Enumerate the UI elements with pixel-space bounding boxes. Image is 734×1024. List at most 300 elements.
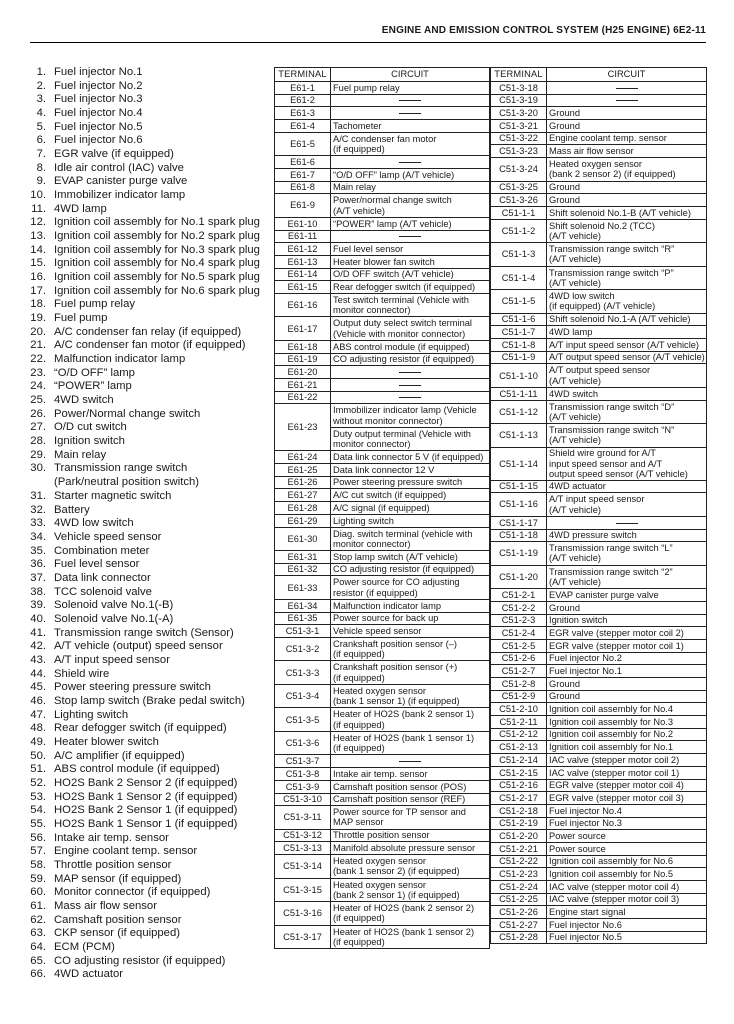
terminal-cell: C51-3-4 (275, 684, 331, 708)
legend-item-label: CKP sensor (if equipped) (54, 927, 181, 940)
terminal-cell: C51-2-26 (491, 906, 547, 919)
legend-item (30, 763, 270, 777)
circuit-text: Main relay (333, 182, 376, 193)
circuit-cell-unused (331, 391, 490, 404)
legend-item-number: 43. (30, 653, 46, 666)
legend-item-number: 26. (30, 407, 46, 420)
circuit-cell (331, 217, 490, 230)
table-row (275, 217, 490, 230)
legend-item-number: 35. (30, 544, 46, 557)
circuit-cell-unused (331, 379, 490, 392)
unused-dash (616, 523, 638, 524)
circuit-text: CO adjusting resistor (if equipped) (333, 354, 475, 365)
circuit-cell (331, 281, 490, 294)
circuit-text: Power source for TP sensor and (333, 807, 466, 818)
terminal-cell: C51-1-17 (491, 516, 547, 529)
terminal-cell: E61-13 (275, 255, 331, 268)
table-row (275, 661, 490, 685)
circuit-text: Ignition coil assembly for No.2 (549, 729, 674, 740)
terminal-cell: C51-3-13 (275, 842, 331, 855)
circuit-text: A/T output speed sensor (549, 365, 651, 376)
table-row (275, 156, 490, 169)
legend-item (30, 121, 270, 135)
circuit-text: Crankshaft position sensor (–) (333, 638, 458, 649)
table-body (491, 82, 707, 944)
terminal-cell: C51-1-8 (491, 339, 547, 352)
table-row (491, 855, 707, 868)
table-row (275, 391, 490, 404)
terminal-cell: C51-3-26 (491, 194, 547, 207)
circuit-text: A/T input speed sensor (A/T vehicle) (549, 339, 700, 350)
table-row (491, 424, 707, 448)
table-row (491, 181, 707, 194)
circuit-text: Fuel injector No.2 (549, 653, 622, 664)
circuit-cell (547, 678, 707, 691)
terminal-cell: C51-1-1 (491, 207, 547, 220)
legend-item (30, 80, 270, 94)
legend-item-number: 29. (30, 448, 46, 461)
circuit-cell (547, 339, 707, 352)
legend-item (30, 175, 270, 189)
terminal-cell: E61-34 (275, 599, 331, 612)
legend-item-label: Stop lamp switch (Brake pedal switch) (54, 694, 245, 707)
circuit-cell (547, 931, 707, 944)
circuit-text: Ground (549, 182, 581, 193)
table-row (491, 565, 707, 589)
circuit-text: Ignition coil assembly for No.5 (549, 869, 674, 880)
table-row (275, 708, 490, 732)
legend-item (30, 900, 270, 914)
circuit-text: Fuel injector No.4 (549, 805, 622, 816)
circuit-text: (A/T vehicle) (549, 435, 602, 446)
circuit-text: Shift solenoid No.1-A (A/T vehicle) (549, 314, 691, 325)
terminal-cell: C51-1-6 (491, 313, 547, 326)
circuit-text: Transmission range switch “N” (549, 425, 675, 436)
legend-item-number: 2. (36, 79, 46, 92)
legend-item-number: 33. (30, 517, 46, 530)
terminal-cell: C51-2-3 (491, 614, 547, 627)
terminal-column-header: TERMINAL (491, 68, 547, 82)
legend-item-label: Mass air flow sensor (54, 899, 157, 912)
table-row (275, 293, 490, 317)
terminal-cell: C51-2-17 (491, 792, 547, 805)
circuit-text: “POWER” lamp (A/T vehicle) (333, 218, 452, 229)
circuit-cell (547, 601, 707, 614)
table-row (491, 480, 707, 493)
table-row (491, 364, 707, 388)
circuit-text: EVAP canister purge valve (549, 589, 659, 600)
terminal-cell: C51-3-1 (275, 625, 331, 638)
legend-item (30, 312, 270, 326)
terminal-cell: C51-2-16 (491, 779, 547, 792)
legend-item-number: 32. (30, 503, 46, 516)
legend-item-label: Camshaft position sensor (54, 913, 182, 926)
legend-item-number: 52. (30, 776, 46, 789)
circuit-cell-unused (331, 156, 490, 169)
legend-item-number: 15. (30, 257, 46, 270)
terminal-cell: C51-2-25 (491, 893, 547, 906)
table-row (491, 516, 707, 529)
circuit-text: monitor connector) (333, 538, 411, 549)
terminal-cell: E61-20 (275, 366, 331, 379)
table-row (491, 120, 707, 133)
circuit-cell (331, 464, 490, 477)
terminal-cell: C51-2-10 (491, 703, 547, 716)
legend-item-number: 19. (30, 312, 46, 325)
legend-item-label: Fuel injector No.4 (54, 107, 143, 120)
legend-item-label: A/T input speed sensor (54, 653, 170, 666)
table-row (275, 464, 490, 477)
circuit-text: A/C signal (if equipped) (333, 502, 430, 513)
circuit-text: Transmission range switch “R” (549, 244, 675, 255)
circuit-cell (331, 708, 490, 732)
terminal-cell: E61-19 (275, 353, 331, 366)
circuit-cell (547, 194, 707, 207)
circuit-cell (331, 925, 490, 949)
legend-item (30, 859, 270, 873)
table-row (491, 779, 707, 792)
table-row (275, 925, 490, 949)
circuit-cell (547, 387, 707, 400)
terminal-cell: C51-2-4 (491, 627, 547, 640)
table-row (491, 728, 707, 741)
terminal-cell: E61-4 (275, 120, 331, 133)
circuit-cell (547, 766, 707, 779)
unused-dash (399, 100, 421, 101)
circuit-text: Ignition coil assembly for No.6 (549, 856, 674, 867)
circuit-cell (547, 842, 707, 855)
circuit-cell (547, 447, 707, 480)
table-row (491, 754, 707, 767)
circuit-text: 4WD switch (549, 388, 599, 399)
terminal-cell: C51-1-18 (491, 529, 547, 542)
terminal-cell: C51-2-14 (491, 754, 547, 767)
circuit-text: (if equipped) (333, 719, 385, 730)
table-row (275, 268, 490, 281)
terminal-cell: C51-2-9 (491, 690, 547, 703)
table-row (275, 768, 490, 781)
circuit-text: (A/T vehicle) (549, 504, 602, 515)
table-row (275, 243, 490, 256)
circuit-text: Shield wire ground for A/T (549, 448, 656, 459)
table-row (275, 132, 490, 156)
circuit-text: Power/normal change switch (333, 195, 452, 206)
terminal-cell: C51-1-7 (491, 326, 547, 339)
table-row (275, 527, 490, 551)
circuit-text: (if equipped) (A/T vehicle) (549, 301, 656, 312)
legend-item-number: 25. (30, 394, 46, 407)
circuit-cell (547, 779, 707, 792)
circuit-text: Ground (549, 678, 581, 689)
circuit-text: Vehicle speed sensor (333, 625, 422, 636)
legend-item-label: Monitor connector (if equipped) (54, 886, 211, 899)
terminal-cell: E61-33 (275, 576, 331, 600)
table-row (275, 599, 490, 612)
circuit-cell (331, 120, 490, 133)
table-row (491, 639, 707, 652)
table-row (275, 181, 490, 194)
legend-item-label: Ignition coil assembly for No.4 spark plug (54, 257, 260, 270)
legend-item-label: CO adjusting resistor (if equipped) (54, 954, 226, 967)
legend-item-number: 39. (30, 599, 46, 612)
circuit-cell (547, 529, 707, 542)
legend-item (30, 203, 270, 217)
circuit-cell (547, 565, 707, 589)
circuit-text: EGR valve (stepper motor coil 3) (549, 792, 684, 803)
circuit-cell (331, 902, 490, 926)
terminal-cell: C51-3-24 (491, 158, 547, 182)
terminal-cell: C51-2-2 (491, 601, 547, 614)
legend-item (30, 586, 270, 600)
legend-item-label: Battery (54, 503, 90, 516)
circuit-cell (331, 599, 490, 612)
legend-item-label: HO2S Bank 1 Sensor 1 (if equipped) (54, 817, 238, 830)
circuit-text: Heated oxygen sensor (333, 685, 427, 696)
legend-item-label: EVAP canister purge valve (54, 175, 188, 188)
legend-item (30, 490, 270, 504)
legend-item-number: 9. (36, 175, 46, 188)
circuit-cell (331, 194, 490, 218)
circuit-cell (547, 906, 707, 919)
table-row (491, 158, 707, 182)
terminal-cell: C51-2-19 (491, 817, 547, 830)
legend-item (30, 927, 270, 941)
circuit-text: Heated oxygen sensor (333, 879, 427, 890)
terminal-cell: E61-12 (275, 243, 331, 256)
circuit-text: A/C condenser fan motor (333, 133, 437, 144)
circuit-cell (331, 576, 490, 600)
table-row (491, 400, 707, 424)
terminal-cell: E61-31 (275, 551, 331, 564)
table-row (491, 703, 707, 716)
legend-item-number: 41. (30, 626, 46, 639)
terminal-cell: C51-3-10 (275, 793, 331, 806)
table-row (491, 266, 707, 290)
terminal-cell: C51-3-22 (491, 132, 547, 145)
circuit-cell (547, 804, 707, 817)
component-legend-list (30, 66, 270, 982)
table-row (491, 792, 707, 805)
circuit-cell (331, 637, 490, 661)
circuit-text: MAP sensor (333, 817, 384, 828)
circuit-text: A/T output speed sensor (A/T vehicle) (549, 352, 705, 363)
circuit-cell (547, 266, 707, 290)
legend-item-number: 20. (30, 325, 46, 338)
unused-dash (399, 761, 421, 762)
legend-item (30, 736, 270, 750)
circuit-text: Camshaft position sensor (POS) (333, 781, 467, 792)
table-row (275, 255, 490, 268)
legend-item-label: Combination meter (54, 544, 150, 557)
terminal-cell: C51-1-9 (491, 351, 547, 364)
circuit-column-header: CIRCUIT (331, 68, 490, 82)
table-row (275, 514, 490, 527)
circuit-cell (331, 842, 490, 855)
terminal-cell: C51-3-25 (491, 181, 547, 194)
circuit-cell (547, 400, 707, 424)
page-header (30, 24, 706, 43)
legend-item-label: Lighting switch (54, 708, 129, 721)
circuit-text: Ignition coil assembly for No.4 (549, 704, 674, 715)
legend-item-label: Starter magnetic switch (54, 489, 172, 502)
table-row (491, 290, 707, 314)
terminal-cell: C51-3-21 (491, 120, 547, 133)
legend-item-label: Rear defogger switch (if equipped) (54, 722, 227, 735)
legend-item (30, 517, 270, 531)
table-row (491, 94, 707, 107)
circuit-cell (547, 652, 707, 665)
table-row (275, 902, 490, 926)
legend-item (30, 681, 270, 695)
legend-item-number: 61. (30, 899, 46, 912)
legend-item-label: Engine coolant temp. sensor (54, 845, 198, 858)
legend-item-number: 66. (30, 968, 46, 981)
terminal-cell: C51-3-17 (275, 925, 331, 949)
table-row (491, 601, 707, 614)
unused-dash (399, 162, 421, 163)
circuit-text: (A/T vehicle) (549, 411, 602, 422)
circuit-cell (331, 855, 490, 879)
legend-item-number: 28. (30, 435, 46, 448)
legend-item (30, 968, 270, 982)
legend-item-label: Fuel injector No.2 (54, 79, 143, 92)
terminal-cell: C51-2-13 (491, 741, 547, 754)
legend-item-label: Ignition coil assembly for No.5 spark plug (54, 271, 260, 284)
circuit-cell (547, 754, 707, 767)
legend-item (30, 654, 270, 668)
table-row (491, 387, 707, 400)
terminal-cell: C51-2-12 (491, 728, 547, 741)
table-row (275, 107, 490, 120)
circuit-cell-unused (331, 107, 490, 120)
legend-item (30, 285, 270, 299)
terminal-cell: E61-15 (275, 281, 331, 294)
legend-item-number: 50. (30, 749, 46, 762)
circuit-cell (547, 424, 707, 448)
terminal-cell: C51-1-16 (491, 493, 547, 517)
legend-item-number: 62. (30, 913, 46, 926)
terminal-cell: C51-1-10 (491, 364, 547, 388)
circuit-cell (331, 527, 490, 551)
legend-item-number: 49. (30, 735, 46, 748)
circuit-text: (bank 1 sensor 2) (if equipped) (333, 866, 460, 877)
circuit-text: Ignition coil assembly for No.3 (549, 716, 674, 727)
table-row (275, 855, 490, 879)
terminal-cell: E61-8 (275, 181, 331, 194)
legend-item-label: A/T vehicle (output) speed sensor (54, 640, 223, 653)
table-row (491, 893, 707, 906)
circuit-cell (331, 612, 490, 625)
terminal-cell: C51-3-7 (275, 755, 331, 768)
table-row (275, 563, 490, 576)
legend-item (30, 449, 270, 463)
table-row (275, 637, 490, 661)
terminal-cell: E61-2 (275, 94, 331, 107)
circuit-text: Fuel pump relay (333, 82, 400, 93)
circuit-text: IAC valve (stepper motor coil 4) (549, 881, 680, 892)
circuit-text: A/T input speed sensor (549, 494, 645, 505)
circuit-text: (A/T vehicle) (549, 230, 602, 241)
circuit-text: Ignition coil assembly for No.1 (549, 742, 674, 753)
legend-item (30, 380, 270, 394)
legend-item-label: Fuel injector No.6 (54, 134, 143, 147)
circuit-text: IAC valve (stepper motor coil 3) (549, 894, 680, 905)
table-row (491, 842, 707, 855)
legend-item (30, 558, 270, 572)
circuit-text: Stop lamp switch (A/T vehicle) (333, 551, 458, 562)
terminal-cell: E61-9 (275, 194, 331, 218)
table-row (275, 281, 490, 294)
table-row (275, 404, 490, 428)
legend-item-label: Ignition coil assembly for No.1 spark plug (54, 216, 260, 229)
circuit-cell (547, 181, 707, 194)
circuit-cell (547, 290, 707, 314)
legend-item-label: 4WD low switch (54, 517, 134, 530)
legend-item (30, 777, 270, 791)
circuit-cell (331, 731, 490, 755)
circuit-text: Heater blower fan switch (333, 256, 435, 267)
circuit-text: Transmission range switch “L” (549, 543, 673, 554)
table-row (275, 340, 490, 353)
circuit-text: Power source for CO adjusting (333, 577, 460, 588)
legend-item-label: Transmission range switch (Sensor) (54, 626, 234, 639)
terminal-cell: C51-2-20 (491, 830, 547, 843)
circuit-text: input speed sensor and A/T (549, 458, 663, 469)
terminal-cell: C51-2-23 (491, 868, 547, 881)
circuit-text: Fuel level sensor (333, 243, 404, 254)
circuit-text: 4WD pressure switch (549, 530, 637, 541)
table-row (491, 919, 707, 932)
circuit-text: resistor (if equipped) (333, 587, 418, 598)
table-row (491, 868, 707, 881)
circuit-text: Heater of HO2S (bank 1 sensor 1) (333, 732, 475, 743)
terminal-cell: C51-3-23 (491, 145, 547, 158)
legend-item (30, 257, 270, 271)
circuit-cell (331, 243, 490, 256)
legend-item-number: 64. (30, 941, 46, 953)
circuit-cell-unused (331, 94, 490, 107)
circuit-text: Fuel injector No.6 (549, 919, 622, 930)
legend-item (30, 504, 270, 518)
legend-item-number: 38. (30, 585, 46, 598)
circuit-cell (547, 614, 707, 627)
legend-item-number: 51. (30, 763, 46, 776)
legend-item-label: MAP sensor (if equipped) (54, 872, 182, 885)
table-row (275, 755, 490, 768)
table-row (275, 684, 490, 708)
terminal-cell: E61-5 (275, 132, 331, 156)
circuit-cell-unused (331, 230, 490, 243)
legend-item-number: 36. (30, 558, 46, 571)
terminal-cell: E61-25 (275, 464, 331, 477)
circuit-text: (if equipped) (333, 649, 385, 660)
legend-item (30, 244, 270, 258)
legend-item (30, 298, 270, 312)
circuit-text: Heater of HO2S (bank 2 sensor 2) (333, 903, 475, 914)
legend-item-label: Power steering pressure switch (54, 681, 211, 694)
legend-item-number: 7. (36, 148, 46, 161)
circuit-cell (547, 120, 707, 133)
table-row (491, 627, 707, 640)
legend-item-number: 40. (30, 612, 46, 625)
legend-item-label: Malfunction indicator lamp (54, 353, 186, 366)
table-row (275, 317, 490, 341)
legend-item (30, 394, 270, 408)
circuit-text: (A/T vehicle) (549, 576, 602, 587)
legend-item-label: Idle air control (IAC) valve (54, 161, 184, 174)
legend-item (30, 408, 270, 422)
circuit-cell (547, 881, 707, 894)
